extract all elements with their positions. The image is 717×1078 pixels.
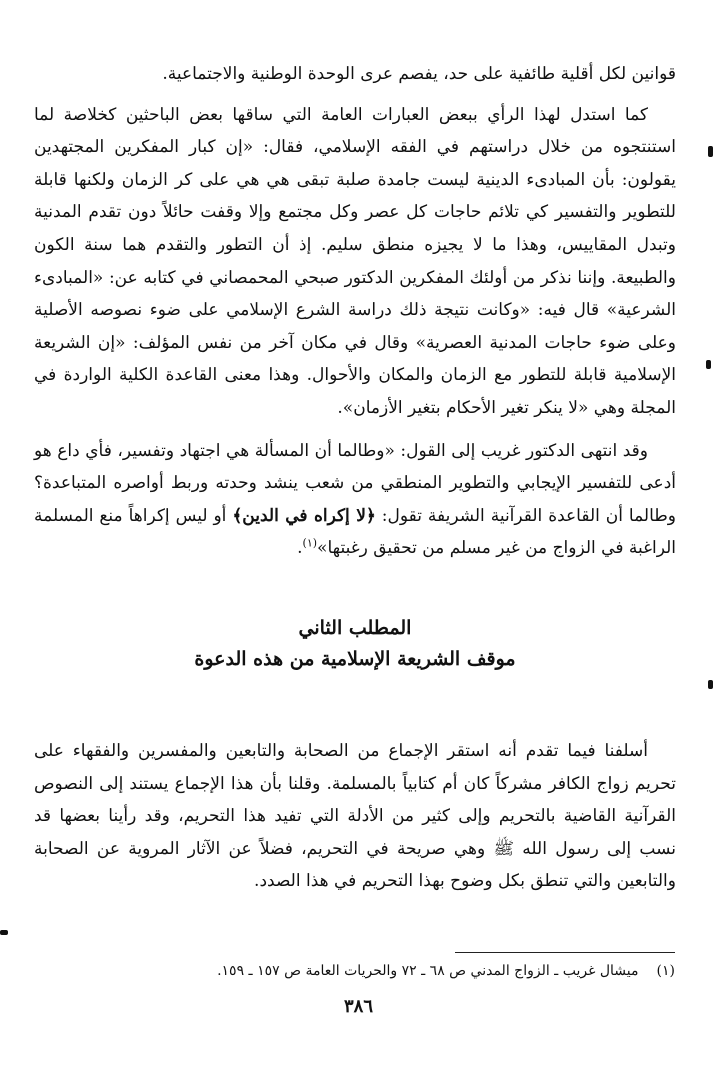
page-number: ٣٨٦ — [343, 996, 373, 1017]
paragraph-conclusion-end: . — [297, 538, 303, 559]
footnote-divider — [455, 952, 675, 953]
scan-mark-bottom — [0, 930, 8, 935]
scan-mark-top — [708, 146, 713, 157]
paragraph-conclusion-tail: أو ليس إكراهاً منع المسلمة الراغبة في الزواج من غير مسلم من تحقيق رغبتها» — [34, 505, 676, 559]
footnote-number: (١) — [656, 963, 675, 979]
section-heading: المطلب الثاني — [298, 616, 412, 639]
footnote-text: ميشال غريب ـ الزواج المدني ص ٦٨ ـ ٧٢ والحريات العامة ص ١٥٧ ـ ١٥٩. — [217, 963, 639, 979]
scan-mark-lower — [708, 680, 713, 689]
paragraph-section-body: أسلفنا فيما تقدم أنه استقر الإجماع من الصحابة والتابعين والمفسرين والفقهاء على تحريم زواج الكافر مشركاً كان أم كتابياً بالمسلمة. وقلنا بأن هذا الإجماع يستند إلى النصوص القرآنية القاضية بالتحريم وإلى كثير من الأدلة التي تفيد هذا التحريم، وقد رأينا بعضها قد نسب إلى رسول الله ﷺ وهي صريحة في التحريم، فضلاً عن الآثار المروية عن الصحابة والتابعين والتي تنطق بكل وضوح بهذا التحريم في هذا الصدد. — [34, 740, 676, 892]
page-body — [34, 58, 676, 898]
paragraph-conclusion — [34, 435, 676, 565]
scan-mark-middle — [706, 360, 711, 369]
paragraph-conclusion-text: وقد انتهى الدكتور غريب إلى القول: «وطالما أن المسألة هي اجتهاد وتفسير، فأي داع هو أدعى للتفسير الإيجابي والتطوير المنطقي من شعب ينشد وحدته وربط أواصره المتباعدة؟ وطالما أن القاعدة القرآنية الشريفة تقول: — [34, 440, 676, 526]
quran-verse: ﴿لا إكراه في الدين﴾ — [232, 505, 376, 526]
paragraph-intro: قوانين لكل أقلية طائفية على حد، يفصم عرى الوحدة الوطنية والاجتماعية. — [162, 64, 676, 84]
footnote — [45, 960, 675, 982]
paragraph-argument — [34, 99, 676, 425]
footnote-reference: (١) — [302, 536, 318, 550]
section-subheading: موقف الشريعة الإسلامية من هذه الدعوة — [194, 647, 516, 670]
maxim-quote: «لا ينكر تغير الأحكام بتغير الأزمان». — [337, 397, 589, 418]
paragraph-argument-text: كما استدل لهذا الرأي ببعض العبارات العامة التي ساقها بعض الباحثين كخلاصة لما استنتجوه من خلال دراستهم في الفقه الإسلامي، فقال: «إن كبار المفكرين المجتهدين يقولون: بأن المبادىء الدينية ليست جامدة صلبة تبقى هي هي على كر الزمان ولكنها قابلة للتطوير والتفسير كي تلائم حاجات كل عصر وكل مجتمع وإلا وقفت حائلاً دون تقدم المدنية وتبدل المقاييس، وهذا ما لا يجيزه منطق سليم. إذ أن التطور والتقدم هما سنة الكون والطبيعة. وإننا نذكر من أولئك المفكرين الدكتور صبحي المحمصاني في كتابه عن: «المبادىء الشرعية» قال فيه: «وكانت نتيجة ذلك دراسة الشرع الإسلامي على ضوء نصوصه الأصلية وعلى ضوء حاجات المدنية العصرية» وقال في مكان آخر من نفس المؤلف: «إن الشريعة الإسلامية قابلة للتطور مع الزمان والمكان والأحوال. وهذا معنى القاعدة الكلية الواردة في المجلة وهي — [34, 104, 676, 418]
